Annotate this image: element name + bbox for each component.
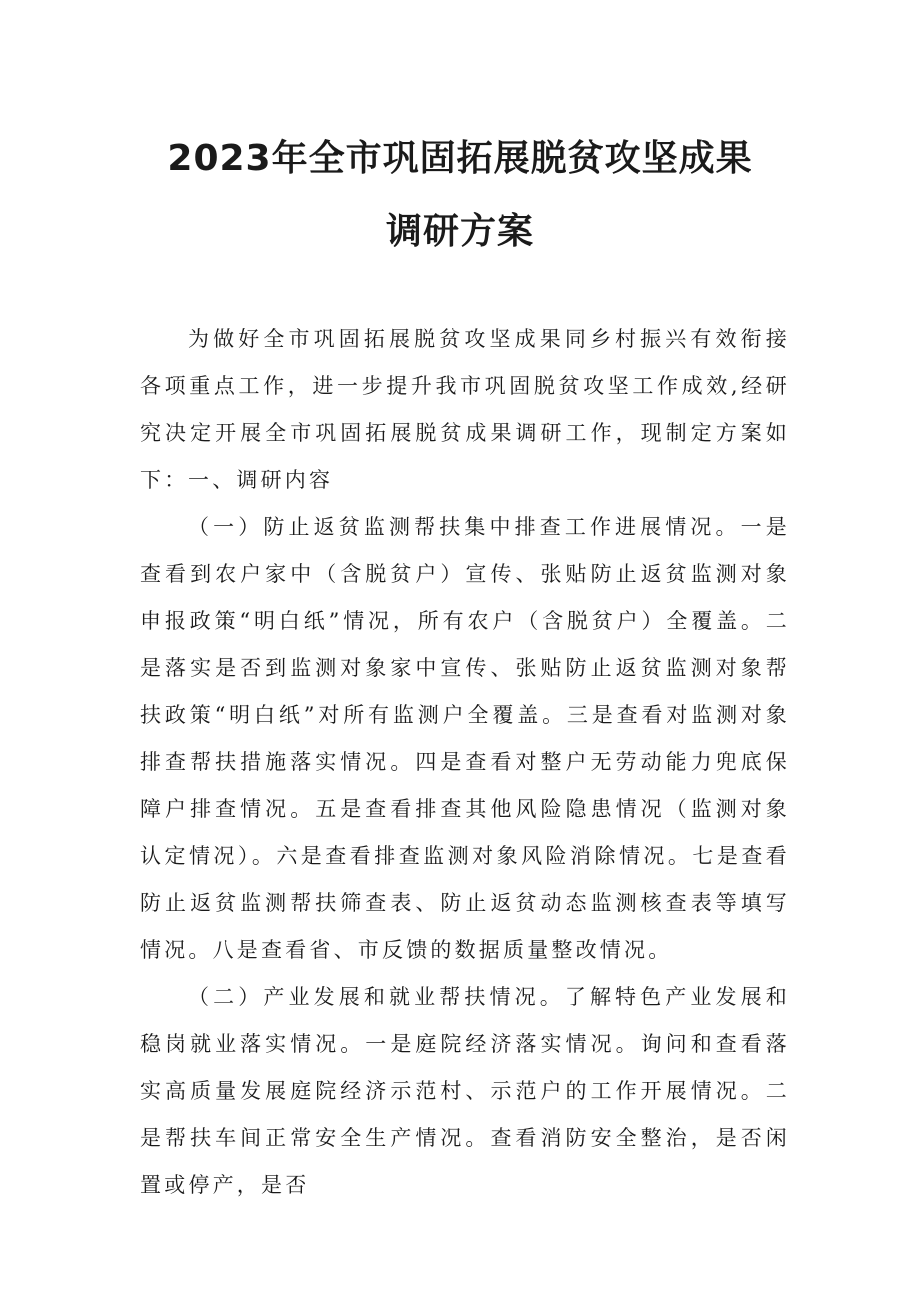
item-2-paragraph: （二）产业发展和就业帮扶情况。了解特色产业发展和稳岗就业落实情况。一是庭院经济落实情况。询问和查看落实高质量发展庭院经济示范村、示范户的工作开展情况。二是帮扶车间正常安全生产情况。查看消防安全整治，是否闲置或停产，是否 [140,985,790,1197]
item-1-paragraph: （一）防止返贫监测帮扶集中排查工作进展情况。一是查看到农户家中（含脱贫户）宣传、张贴防止返贫监测对象申报政策“明白纸”情况，所有农户（含脱贫户）全覆盖。二是落实是否到监测对象家中宣传、张贴防止返贫监测对象帮扶政策“明白纸”对所有监测户全覆盖。三是查看对监测对象排查帮扶措施落实情况。四是查看对整户无劳动能力兜底保障户排查情况。五是查看排查其他风险隐患情况（监测对象认定情况）。六是查看排查监测对象风险消除情况。七是查看防止返贫监测帮扶筛查表、防止返贫动态监测核查表等填写情况。八是查看省、市反馈的数据质量整改情况。 [140,515,790,962]
item-1-block [140,504,790,974]
document-title-line-1: 2023年全市巩固拓展脱贫攻坚成果 [167,138,753,179]
section-1-heading: 一、调研内容 [188,468,334,492]
intro-paragraph: 为做好全市巩固拓展脱贫攻坚成果同乡村振兴有效衔接各项重点工作，进一步提升我市巩固脱贫攻坚工作成效,经研究决定开展全市巩固拓展脱贫成果调研工作，现制定方案如下： [140,327,790,492]
section-heading-block [140,457,790,504]
item-2-block [140,974,790,1209]
document-title-line-2: 调研方案 [385,211,534,252]
